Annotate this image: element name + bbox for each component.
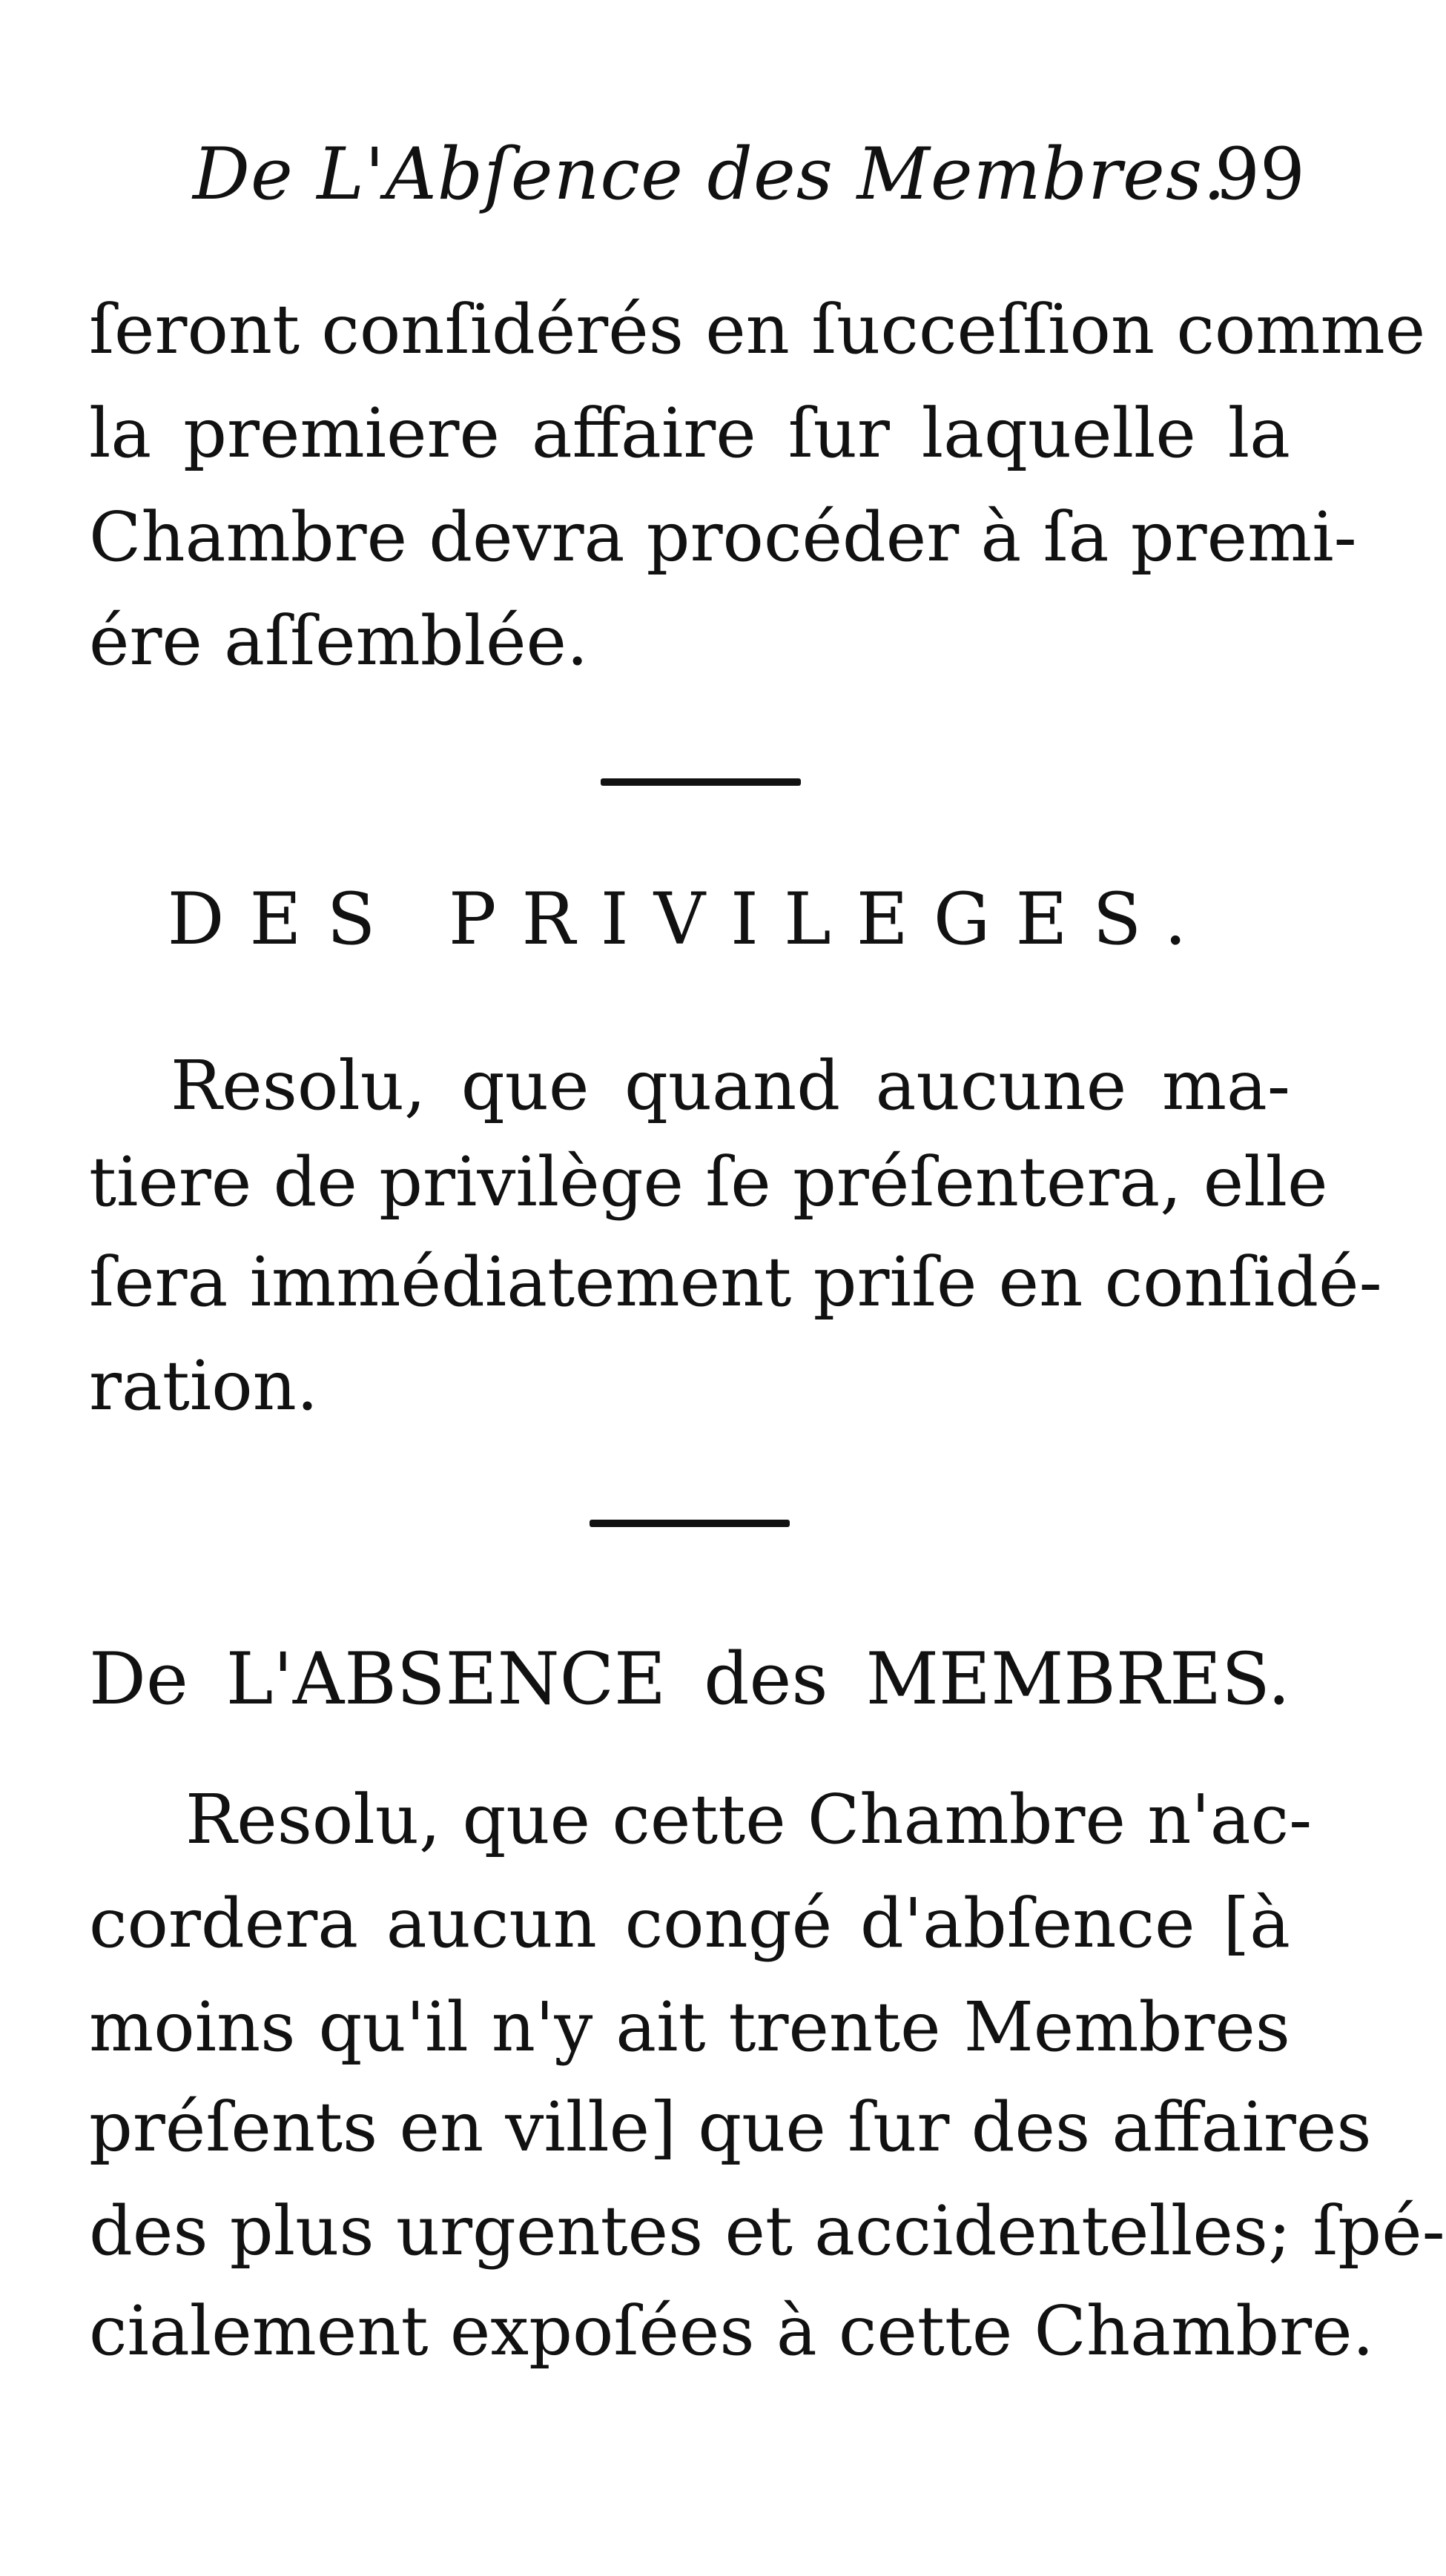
section-title-absence: De L'ABSENCE des MEMBRES. [89,1638,1290,1721]
paragraph-line: la premiere affaire ſur laquelle la [89,394,1290,473]
running-title: De L'Abſence des Membres. [193,133,1227,216]
paragraph-line: préſents en ville] que ſur des affaires [89,2087,1372,2167]
paragraph-line: tiere de privilège ſe préſentera, elle [89,1142,1328,1222]
section-divider [590,1520,790,1527]
paragraph-line: Chambre devra procéder à ſa premi- [89,497,1357,577]
page-number: 99 [1214,133,1305,216]
paragraph-line: cordera aucun congé d'abſence [à [89,1884,1290,1963]
paragraph-line: cialement expoſées à cette Chambre. [89,2291,1374,2371]
section-divider [601,778,801,786]
paragraph-line: ſera immédiatement priſe en conſidé- [89,1242,1382,1322]
paragraph-line: moins qu'il n'y ait trente Membres [89,1987,1290,2067]
paragraph-line: Resolu, que cette Chambre n'ac- [185,1780,1313,1859]
section-title-privileges: DES PRIVILEGES. [167,878,1212,961]
paragraph-line: ſeront conſidérés en ſucceſſion comme [89,290,1426,369]
paragraph-line: Resolu, que quand aucune ma- [171,1046,1290,1125]
paragraph-line: ére aſſemblée. [89,601,589,681]
paragraph-line: ration. [89,1346,319,1426]
running-head [89,122,1305,226]
paragraph-line: des plus urgentes et accidentelles; ſpé- [89,2191,1445,2271]
